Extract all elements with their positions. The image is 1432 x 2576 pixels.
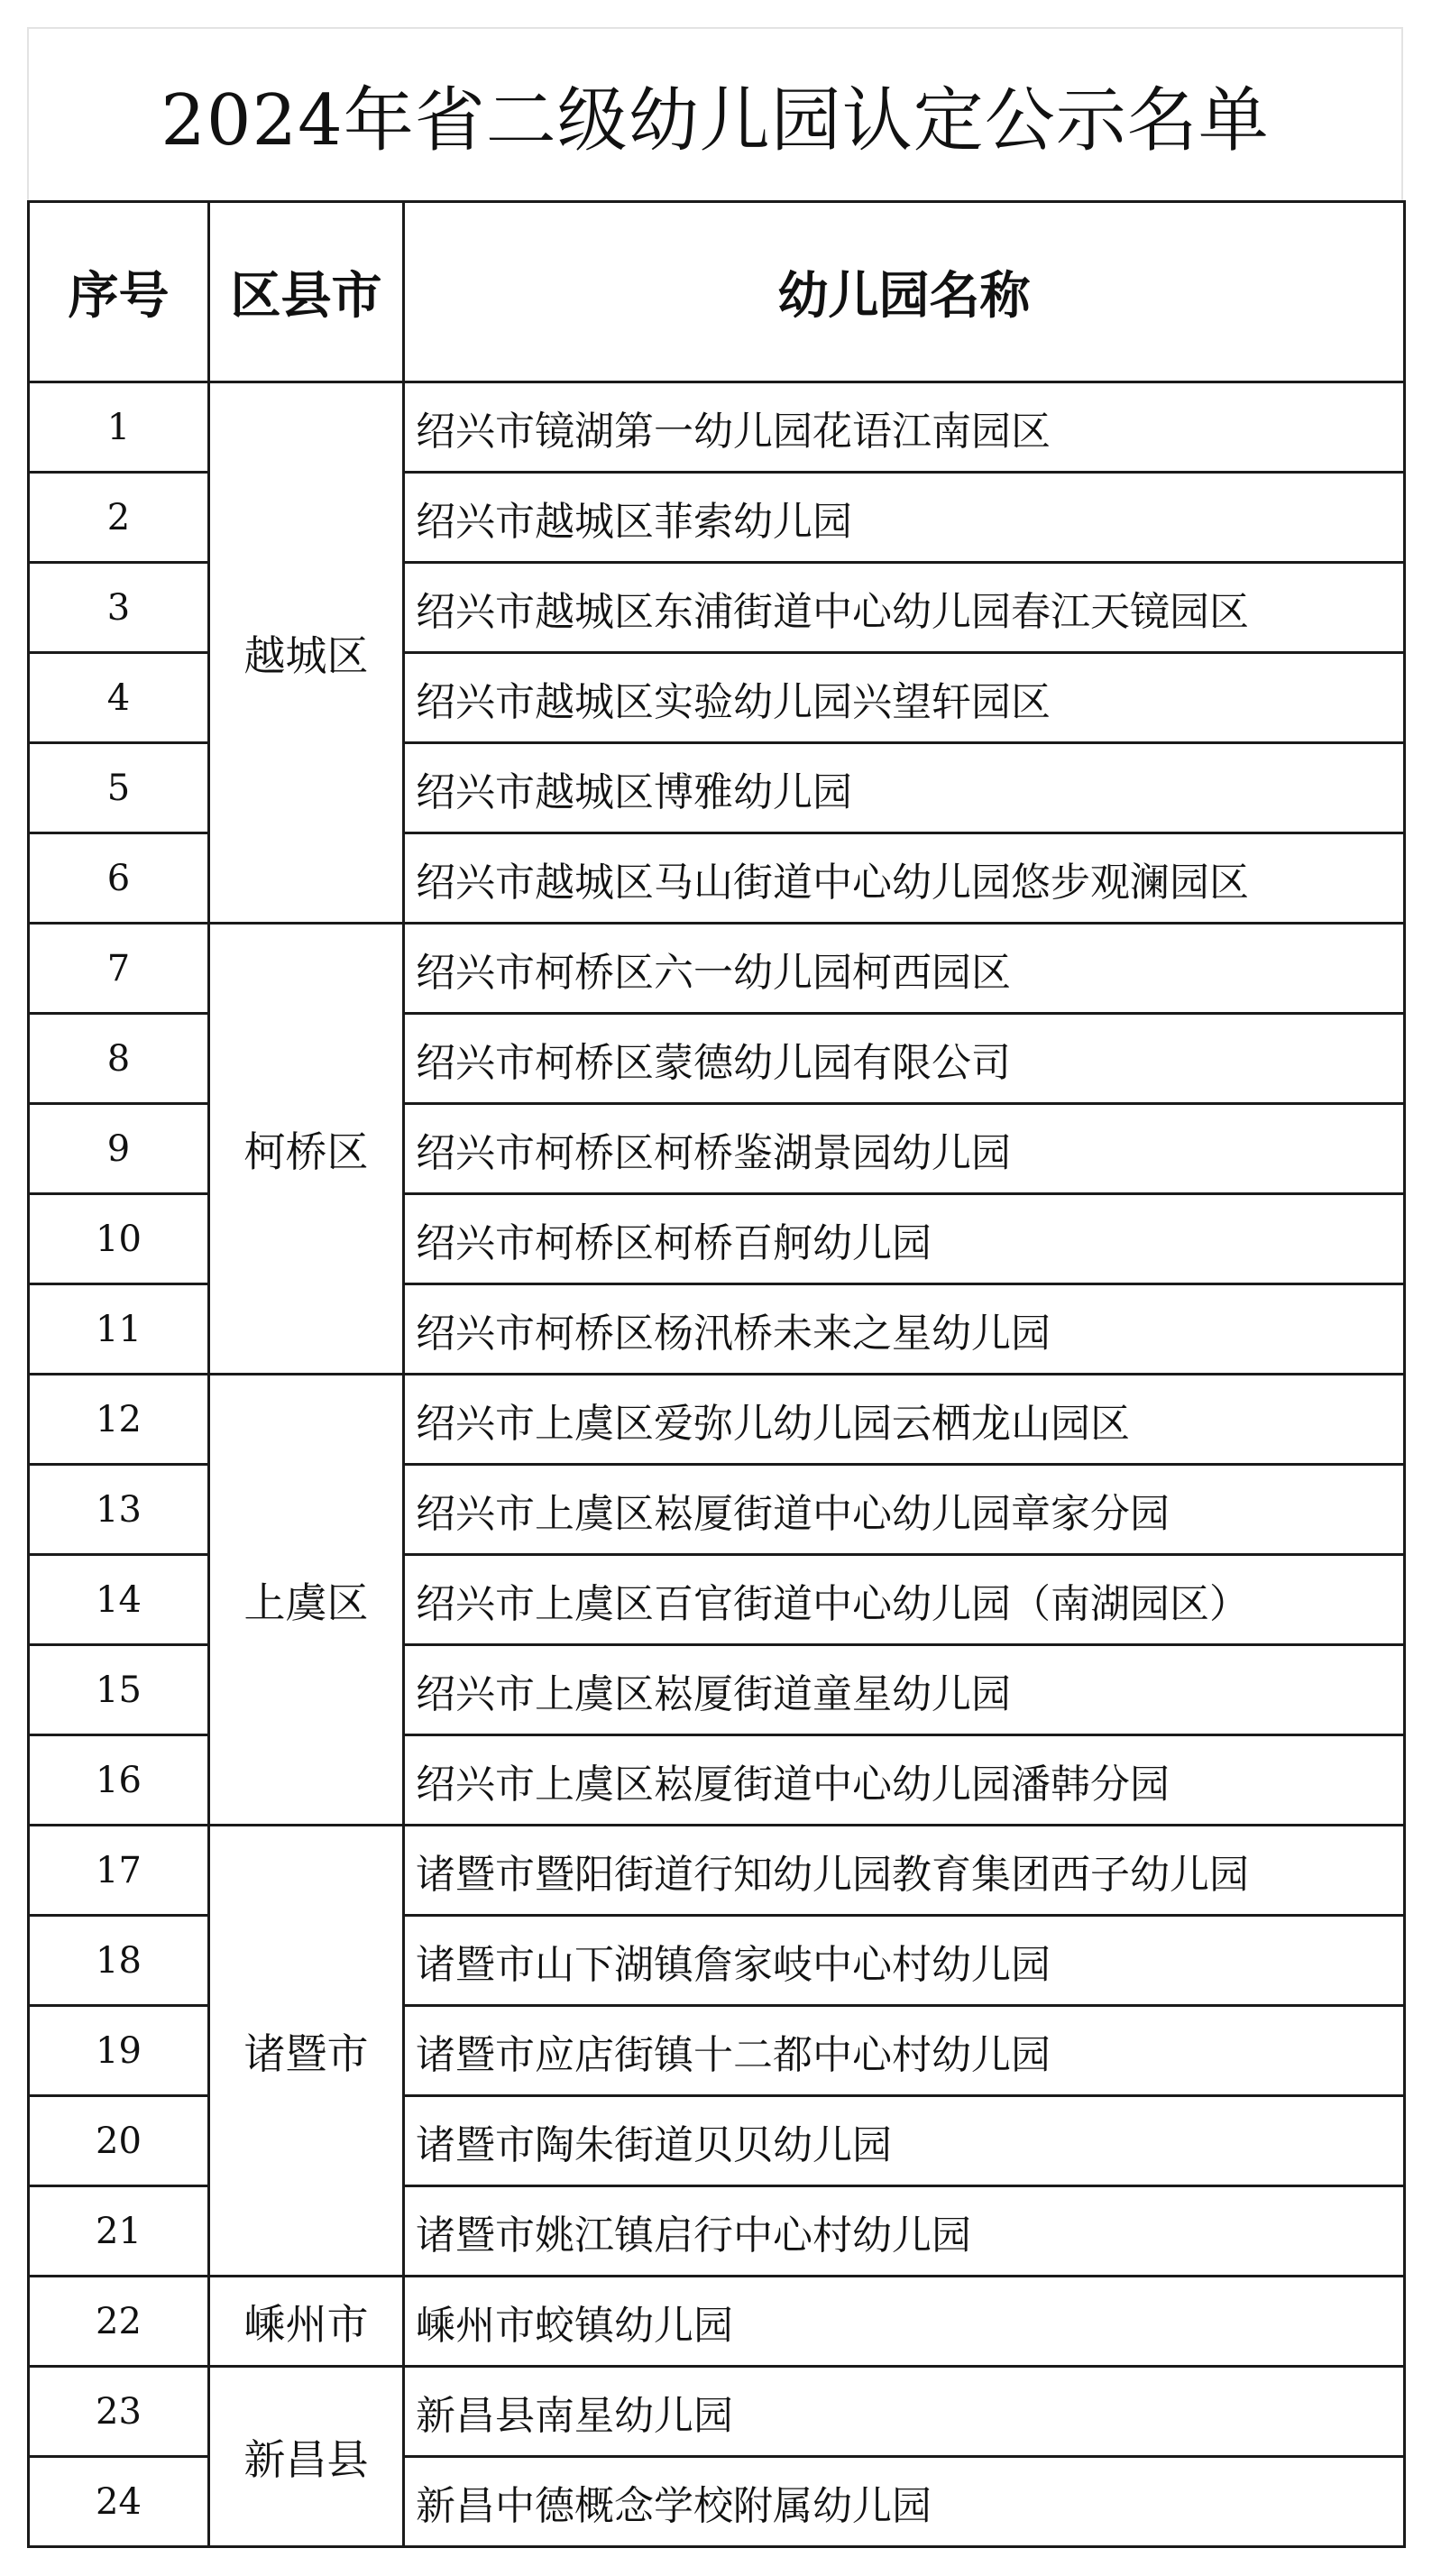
row-number: 18 bbox=[29, 1916, 209, 2006]
row-number: 19 bbox=[29, 2006, 209, 2096]
kindergarten-name: 诸暨市暨阳街道行知幼儿园教育集团西子幼儿园 bbox=[404, 1826, 1405, 1916]
district-cell: 柯桥区 bbox=[209, 924, 404, 1375]
kindergarten-name: 绍兴市柯桥区柯桥百舸幼儿园 bbox=[404, 1194, 1405, 1284]
row-number: 21 bbox=[29, 2186, 209, 2277]
row-number: 5 bbox=[29, 743, 209, 833]
kindergarten-name: 绍兴市越城区东浦街道中心幼儿园春江天镜园区 bbox=[404, 563, 1405, 653]
row-number: 14 bbox=[29, 1555, 209, 1645]
table-row bbox=[29, 1375, 1405, 1465]
row-number: 9 bbox=[29, 1104, 209, 1194]
row-number: 8 bbox=[29, 1014, 209, 1104]
kindergarten-name: 绍兴市越城区博雅幼儿园 bbox=[404, 743, 1405, 833]
district-cell: 诸暨市 bbox=[209, 1826, 404, 2277]
row-number: 24 bbox=[29, 2457, 209, 2547]
kindergarten-table bbox=[27, 200, 1406, 2548]
title-box bbox=[27, 27, 1403, 200]
kindergarten-name: 绍兴市柯桥区柯桥鉴湖景园幼儿园 bbox=[404, 1104, 1405, 1194]
page-title: 2024年省二级幼儿园认定公示名单 bbox=[161, 80, 1270, 161]
header-no: 序号 bbox=[29, 202, 209, 382]
kindergarten-name: 诸暨市应店街镇十二都中心村幼儿园 bbox=[404, 2006, 1405, 2096]
kindergarten-name: 新昌中德概念学校附属幼儿园 bbox=[404, 2457, 1405, 2547]
kindergarten-name: 绍兴市柯桥区蒙德幼儿园有限公司 bbox=[404, 1014, 1405, 1104]
row-number: 10 bbox=[29, 1194, 209, 1284]
row-number: 20 bbox=[29, 2096, 209, 2186]
kindergarten-name: 绍兴市镜湖第一幼儿园花语江南园区 bbox=[404, 382, 1405, 473]
kindergarten-name: 诸暨市陶朱街道贝贝幼儿园 bbox=[404, 2096, 1405, 2186]
row-number: 15 bbox=[29, 1645, 209, 1735]
kindergarten-name: 绍兴市柯桥区杨汛桥未来之星幼儿园 bbox=[404, 1284, 1405, 1375]
header-district: 区县市 bbox=[209, 202, 404, 382]
kindergarten-name: 绍兴市上虞区崧厦街道童星幼儿园 bbox=[404, 1645, 1405, 1735]
row-number: 17 bbox=[29, 1826, 209, 1916]
district-cell: 嵊州市 bbox=[209, 2277, 404, 2367]
row-number: 4 bbox=[29, 653, 209, 743]
district-cell: 越城区 bbox=[209, 382, 404, 924]
kindergarten-name: 绍兴市上虞区崧厦街道中心幼儿园潘韩分园 bbox=[404, 1735, 1405, 1826]
header-name: 幼儿园名称 bbox=[404, 202, 1405, 382]
row-number: 22 bbox=[29, 2277, 209, 2367]
kindergarten-name: 嵊州市蛟镇幼儿园 bbox=[404, 2277, 1405, 2367]
kindergarten-name: 绍兴市越城区菲索幼儿园 bbox=[404, 473, 1405, 563]
table-row bbox=[29, 1826, 1405, 1916]
row-number: 11 bbox=[29, 1284, 209, 1375]
row-number: 6 bbox=[29, 833, 209, 924]
row-number: 3 bbox=[29, 563, 209, 653]
kindergarten-name: 绍兴市柯桥区六一幼儿园柯西园区 bbox=[404, 924, 1405, 1014]
table-row bbox=[29, 2277, 1405, 2367]
kindergarten-name: 绍兴市越城区实验幼儿园兴望轩园区 bbox=[404, 653, 1405, 743]
row-number: 12 bbox=[29, 1375, 209, 1465]
table-row bbox=[29, 382, 1405, 473]
row-number: 23 bbox=[29, 2367, 209, 2457]
district-cell: 新昌县 bbox=[209, 2367, 404, 2547]
row-number: 1 bbox=[29, 382, 209, 473]
row-number: 16 bbox=[29, 1735, 209, 1826]
kindergarten-name: 诸暨市姚江镇启行中心村幼儿园 bbox=[404, 2186, 1405, 2277]
kindergarten-name: 绍兴市上虞区崧厦街道中心幼儿园章家分园 bbox=[404, 1465, 1405, 1555]
document-page bbox=[27, 27, 1405, 2549]
kindergarten-name: 新昌县南星幼儿园 bbox=[404, 2367, 1405, 2457]
table-header-row bbox=[29, 202, 1405, 382]
row-number: 13 bbox=[29, 1465, 209, 1555]
kindergarten-name: 绍兴市上虞区爱弥儿幼儿园云栖龙山园区 bbox=[404, 1375, 1405, 1465]
district-cell: 上虞区 bbox=[209, 1375, 404, 1826]
table-row bbox=[29, 2367, 1405, 2457]
row-number: 7 bbox=[29, 924, 209, 1014]
kindergarten-name: 诸暨市山下湖镇詹家岐中心村幼儿园 bbox=[404, 1916, 1405, 2006]
row-number: 2 bbox=[29, 473, 209, 563]
kindergarten-name: 绍兴市上虞区百官街道中心幼儿园（南湖园区） bbox=[404, 1555, 1405, 1645]
kindergarten-name: 绍兴市越城区马山街道中心幼儿园悠步观澜园区 bbox=[404, 833, 1405, 924]
table-row bbox=[29, 924, 1405, 1014]
